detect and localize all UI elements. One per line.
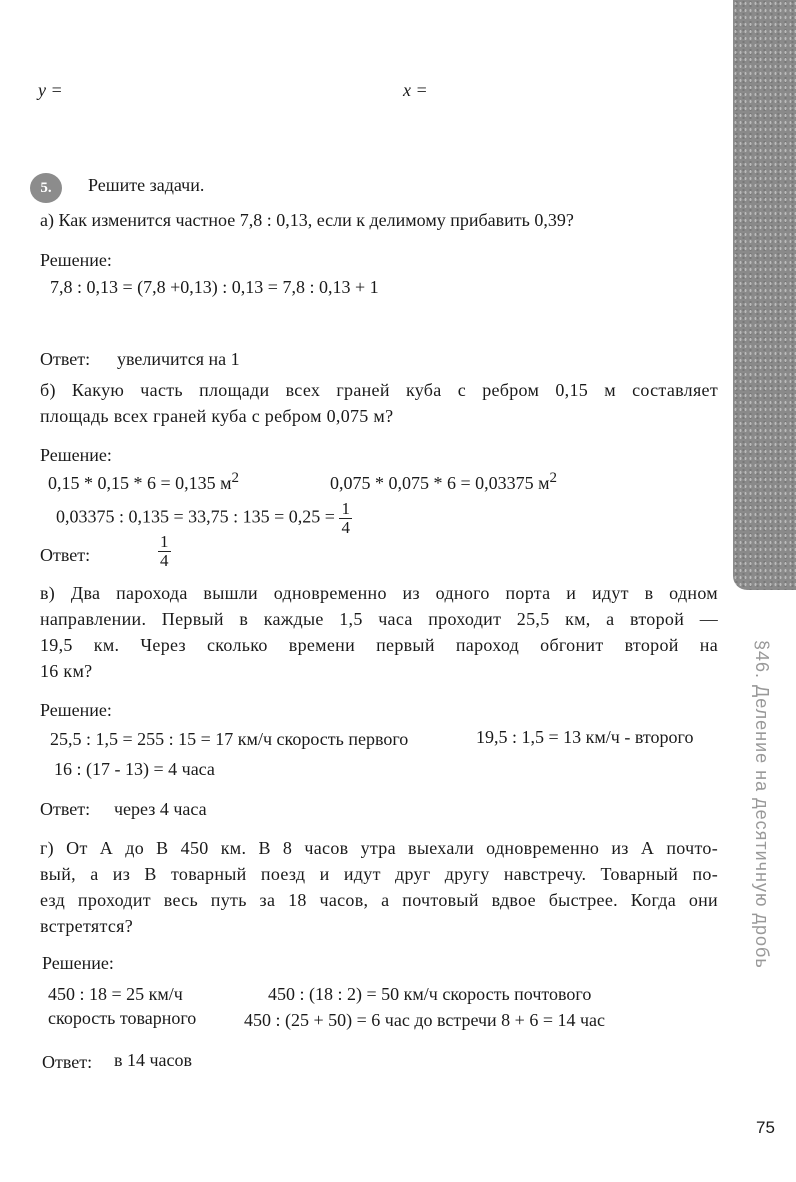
- solution-label-g: Решение:: [42, 953, 114, 973]
- task-number-badge: 5.: [30, 173, 62, 203]
- solution-label-b: Решение:: [40, 445, 112, 465]
- answer-v: через 4 часа: [114, 799, 207, 819]
- question-line: езд проходит весь путь за 18 часов, а почтовый вдвое быстрее. Когда они: [40, 890, 718, 910]
- numerator: 1: [160, 532, 169, 551]
- fraction: [339, 500, 352, 537]
- fraction: [158, 533, 171, 570]
- question-v: [40, 580, 718, 684]
- solution-g-l2b: 450 : (25 + 50) = 6 час до встречи 8 + 6 = 14 час: [244, 1010, 606, 1030]
- y-label: y =: [38, 80, 63, 100]
- task-title: Решите задачи.: [88, 175, 205, 195]
- denominator: 4: [160, 551, 169, 570]
- exponent: 2: [549, 470, 558, 486]
- question-line: г) От А до В 450 км. В 8 часов утра выехали одновременно из А почто-: [40, 838, 718, 858]
- question-line: 19,5 км. Через сколько времени первый пароход обгонит второй на: [40, 635, 718, 655]
- solution-label-a: Решение:: [40, 250, 112, 270]
- solution-g-l1b: 450 : (18 : 2) = 50 км/ч скорость почтового: [268, 984, 592, 1004]
- solution-label-v: Решение:: [40, 700, 112, 720]
- solution-b-line2: [56, 500, 352, 537]
- page-number: 75: [756, 1118, 775, 1137]
- solution-v-line1-right: 19,5 : 1,5 = 13 км/ч - второго: [476, 727, 694, 747]
- answer-label-g: Ответ:: [42, 1052, 93, 1072]
- formula: 0,03375 : 0,135 = 33,75 : 135 = 0,25 =: [56, 506, 335, 527]
- answer-label-v: Ответ:: [40, 799, 91, 819]
- question-line: площадь всех граней куба с ребром 0,075 м?: [40, 406, 394, 426]
- formula: 0,15 * 0,15 * 6 = 0,135 м: [48, 473, 232, 493]
- solution-v-line1-left: 25,5 : 1,5 = 255 : 15 = 17 км/ч скорость первого: [50, 729, 409, 749]
- page-edge-strip: [733, 0, 796, 590]
- solution-g-l1a: 450 : 18 = 25 км/ч: [48, 984, 183, 1004]
- exponent: 2: [231, 470, 240, 486]
- solution-v-line2: 16 : (17 - 13) = 4 часа: [54, 759, 215, 779]
- answer-a: увеличится на 1: [117, 349, 240, 369]
- chapter-side-title: §46. Деление на десятичную дробь: [752, 640, 772, 969]
- question-line: 16 км?: [40, 661, 93, 681]
- question-line: в) Два парохода вышли одновременно из одного порта и идут в одном: [40, 583, 718, 603]
- question-g: [40, 835, 718, 939]
- question-line: направлении. Первый в каждые 1,5 часа проходит 25,5 км, а второй —: [40, 609, 718, 629]
- answer-g: в 14 часов: [114, 1050, 193, 1070]
- solution-g-l2a: скорость товарного: [48, 1008, 197, 1028]
- question-b: [40, 377, 718, 429]
- answer-label-a: Ответ:: [40, 349, 91, 369]
- x-label: x =: [403, 80, 428, 100]
- solution-b-line1-left: [48, 470, 239, 494]
- formula: 0,075 * 0,075 * 6 = 0,03375 м: [330, 473, 550, 493]
- answer-label-b: Ответ:: [40, 545, 91, 565]
- solution-a: 7,8 : 0,13 = (7,8 +0,13) : 0,13 = 7,8 : 0,13 + 1: [50, 277, 379, 297]
- question-a: а) Как изменится частное 7,8 : 0,13, если к делимому прибавить 0,39?: [40, 210, 574, 230]
- question-line: б) Какую часть площади всех граней куба с ребром 0,15 м составляет: [40, 380, 718, 400]
- question-line: встретятся?: [40, 916, 134, 936]
- question-line: вый, а из В товарный поезд и идут друг другу навстречу. Товарный по-: [40, 864, 718, 884]
- denominator: 4: [341, 518, 350, 537]
- solution-b-line1-right: [330, 470, 557, 494]
- answer-b: [158, 533, 171, 570]
- numerator: 1: [341, 499, 350, 518]
